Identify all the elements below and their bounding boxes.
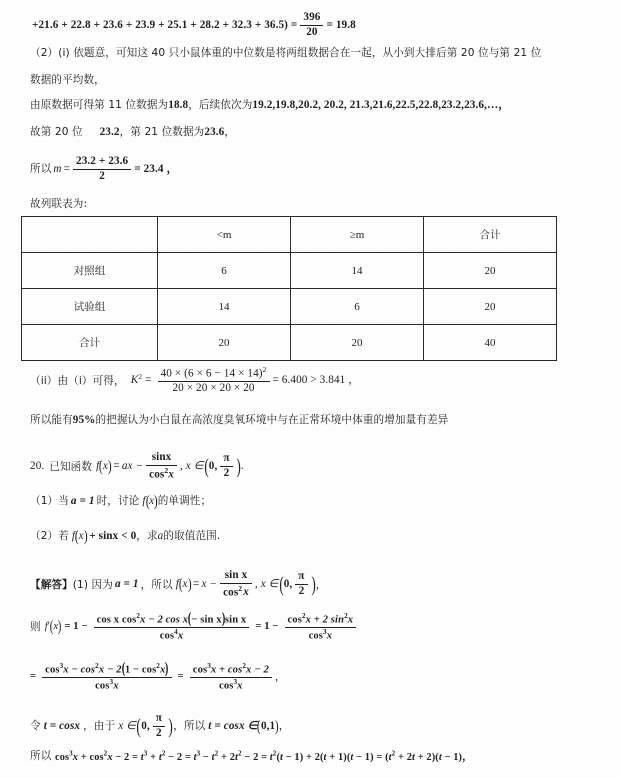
simp2-num-b: x + cos	[210, 664, 243, 676]
q20-sub2-function: f	[71, 530, 76, 542]
answer-1-prefix: (1) 因为	[72, 578, 113, 591]
substitution-two: 2	[153, 726, 165, 740]
table-header-total: 合计	[424, 217, 557, 253]
substitution-x-domain: x ∈	[118, 719, 136, 732]
derivative-numerator-2	[285, 613, 357, 626]
q20-domain-fraction	[220, 453, 232, 480]
deriv-num-a: cos x cos	[96, 614, 137, 626]
q20-sub2-mid: ，求	[136, 530, 158, 543]
substitution-interval-close: )	[275, 716, 279, 735]
substitution-interval: 0,1	[260, 719, 276, 732]
answer-frac-den-x: x	[243, 586, 249, 599]
q20-paren-open: (	[99, 457, 103, 476]
deriv2-den-cos: cos	[308, 630, 323, 642]
q20-sub1-function: f	[142, 495, 146, 507]
median-denominator: 2	[73, 169, 131, 183]
k2-symbol: K	[130, 374, 139, 387]
table-header-row	[22, 217, 557, 253]
derivative-variable: x	[53, 621, 59, 633]
derivative-function: f	[44, 621, 48, 633]
question-20-sub1	[30, 492, 212, 511]
answer-label: 【解答】	[30, 578, 73, 591]
table-intro-text: 故列联表为:	[30, 198, 88, 210]
factorization-prefix: 所以	[30, 750, 52, 762]
simp-paren-a: 1 − cos	[124, 664, 157, 676]
q20-domain-lower: 0,	[208, 460, 218, 473]
part2-i-text-line2: 数据的平均数，	[30, 74, 105, 86]
pos21-value: 23.6	[204, 126, 225, 138]
substitution-t: t = cosx	[43, 719, 81, 732]
derivative-prime: ′	[47, 621, 51, 633]
k2-numerator: 40 × (6 × 6 − 14 × 14)	[160, 367, 263, 380]
median-equals: =	[63, 162, 70, 175]
median-fraction	[73, 156, 131, 183]
original-data-prefix: 由原数据可得第 11 位数据为	[30, 99, 169, 111]
simp-den-x: x	[113, 680, 119, 692]
q20-sub1-variable: x	[149, 495, 155, 507]
deriv2-num-sup2: 2	[344, 612, 348, 620]
answer-equals: =	[193, 578, 200, 591]
contingency-table-wrapper	[21, 216, 556, 361]
q20-sub2-variable: x	[78, 530, 84, 542]
answer-1-mid: ，所以	[140, 578, 173, 591]
question-20-number: 20.	[30, 460, 45, 473]
deriv-inner-paren-open: (	[187, 609, 192, 627]
q20-sub1-paren-close: )	[153, 492, 158, 511]
k2-fraction	[158, 366, 270, 395]
conclusion-percentage: 95%	[72, 414, 96, 426]
median-symbol: m	[53, 162, 62, 175]
substitution-pi: π	[155, 712, 163, 724]
derivative-equals: = 1 −	[64, 621, 88, 633]
substitution-interval-open: (	[257, 716, 262, 735]
mean-denominator: 20	[300, 25, 323, 39]
simp-num-sup2: 2	[95, 662, 99, 670]
simp-num-c: x − 2	[98, 664, 122, 676]
median-prefix: 所以	[30, 163, 52, 176]
substitution-domain-fraction	[153, 713, 165, 740]
q20-ax-term: ax −	[121, 460, 144, 473]
q20-sub1-prefix: （1）当	[30, 495, 69, 508]
answer-domain-pi: π	[298, 570, 305, 583]
q20-domain-prefix: , x ∈	[179, 460, 204, 473]
k2-exponent: 2	[138, 372, 143, 382]
part2-ii-k2-line	[30, 366, 360, 395]
factorization-line	[30, 750, 51, 763]
factorization-full-expression: $\cos^3x + \cos^2x - 2 = t^3 + t^2 - 2 = t^3 - t^2 + 2t^2 - 2 = t^2(t - 1) + 2(t + 1)(t - 1) = (t^2 + 2t + 2)(t - 1)$，	[55, 750, 473, 764]
contingency-table	[21, 216, 557, 361]
simp2-den-sup: 3	[233, 677, 238, 686]
mean-prefix: +21.6 + 22.8 + 23.6 + 23.9 + 25.1 + 28.2 + 32.3 + 36.5) =	[32, 18, 298, 31]
simp-den-cos: cos	[95, 680, 110, 692]
pos20-prefix: 故第 20 位	[30, 126, 83, 138]
substitution-result: t = cosx ∈	[208, 719, 258, 732]
simp2-num-sup1: 3	[207, 662, 211, 670]
answer-domain-prefix: , x ∈	[254, 578, 279, 591]
cell-total-total: 40	[424, 325, 557, 361]
simplification-numerator-1	[42, 659, 171, 677]
table-header-lt-m: <m	[158, 217, 291, 253]
answer-comma: ，	[315, 578, 327, 591]
q20-frac-denominator-wrap	[146, 465, 177, 481]
deriv2-num-a: cos	[287, 614, 302, 626]
derivative-numerator-1	[94, 609, 250, 627]
cell-control-ge-m: 14	[291, 253, 424, 289]
substitution-end: ，	[278, 720, 290, 733]
q20-frac-den-cos: cos	[149, 468, 165, 481]
deriv2-num-sup1: 2	[301, 612, 306, 620]
k2-numerator-wrap	[158, 366, 270, 380]
answer-fraction	[220, 570, 252, 599]
substitution-domain-lower: 0,	[141, 719, 150, 732]
simp-paren-open: (	[121, 659, 126, 677]
q20-sub1-condition: a = 1	[70, 495, 95, 507]
simp-paren-close: )	[165, 659, 169, 677]
table-row-label-experiment: 试验组	[22, 289, 158, 325]
conclusion-line	[30, 414, 448, 427]
part2-ii-prefix: （ii）由（i）可得，	[30, 374, 125, 387]
original-data-sequence: 19.2,19.8,20.2, 20.2, 21.3,21.6,22.5,22.8,23.2,23.6,…，	[252, 99, 510, 111]
q20-fraction	[146, 452, 177, 481]
deriv-num-sup: 2	[136, 612, 141, 620]
question-20-line	[30, 452, 244, 481]
k2-denominator: 20 × 20 × 20 × 20	[158, 381, 270, 395]
deriv-den-cos: cos	[159, 630, 175, 642]
simplification-equals: =	[30, 671, 37, 683]
deriv2-num-b: x + 2 sin	[305, 614, 345, 626]
table-row	[22, 253, 557, 289]
deriv-num-b: x − 2 cos x	[140, 614, 189, 626]
q20-sub2-suffix: 的取值范围.	[163, 530, 221, 543]
part2-i-text-line1: （2）(i) 依题意，可知这 40 只小鼠体重的中位数是将两组数据合在一起，从小到大排后第 20 位与第 21 位	[30, 47, 542, 59]
substitution-mid: ，由于	[83, 720, 116, 733]
q20-equals: =	[113, 460, 120, 473]
simplification-numerator-2	[190, 663, 272, 676]
answer-domain-fraction	[295, 571, 307, 598]
derivative-denominator-2	[285, 627, 357, 642]
q20-function-symbol: f	[96, 460, 100, 473]
answer-domain-paren-close: )	[310, 572, 316, 597]
deriv-inner-paren-close: )	[221, 609, 226, 627]
q20-sub2-paren-close: )	[83, 527, 88, 546]
deriv-den-sup: 4	[174, 627, 178, 636]
derivative-paren-open: (	[49, 618, 54, 636]
deriv2-den-x: x	[326, 630, 333, 642]
simplification-comma: ，	[274, 671, 286, 684]
simplification-denominator-2	[190, 677, 272, 692]
table-row-label-total: 合计	[22, 325, 158, 361]
answer-frac-numerator: sin x	[224, 569, 248, 581]
substitution-paren-open: (	[136, 713, 141, 738]
derivative-fraction-2	[285, 613, 357, 641]
simp2-num-sup2: 2	[242, 662, 247, 670]
answer-domain-paren-open: (	[278, 572, 284, 597]
derivative-denominator-1	[94, 627, 250, 642]
median-numerator: 23.2 + 23.6	[76, 155, 129, 167]
table-header-ge-m: ≥m	[291, 217, 424, 253]
answer-variable: x	[182, 578, 188, 591]
deriv-num-c: − sin x	[191, 614, 222, 626]
answer-frac-denominator-wrap	[220, 583, 252, 599]
substitution-line	[30, 713, 289, 740]
median-result: = 23.4 ，	[134, 162, 178, 175]
q20-sub1-paren-open: (	[145, 492, 150, 511]
cell-control-lt-m: 6	[158, 253, 291, 289]
pos20-value: 23.2	[99, 126, 120, 138]
answer-paren-open: (	[178, 575, 183, 594]
cell-total-lt-m: 20	[158, 325, 291, 361]
derivative-fraction-1	[94, 609, 250, 642]
deriv-den-x: x	[177, 630, 184, 642]
simp-num-sup1: 3	[59, 662, 64, 670]
answer-domain-lower: 0,	[283, 578, 293, 591]
answer-function-symbol: f	[175, 578, 179, 591]
k2-equals: =	[145, 374, 152, 387]
mean-result: = 19.8	[326, 18, 356, 31]
q20-frac-den-x: x	[168, 468, 174, 481]
q20-domain-pi: π	[223, 452, 230, 465]
factorization-expression-line	[55, 750, 473, 764]
simplification-fraction-1	[42, 659, 171, 692]
q20-sub2-paren-open: (	[74, 527, 79, 546]
answer-paren-close: )	[187, 575, 192, 594]
conclusion-prefix: 所以能有	[30, 414, 73, 426]
q20-sub2-inequality: + sinx < 0	[89, 530, 137, 542]
q20-domain-two: 2	[220, 466, 232, 480]
simp-paren-sup: 2	[156, 662, 160, 670]
q20-sub2-param: a	[157, 530, 164, 542]
table-corner-cell	[22, 217, 158, 253]
median-formula-line	[30, 156, 178, 183]
cell-total-ge-m: 20	[291, 325, 424, 361]
substitution-so: ，所以	[173, 720, 206, 733]
table-row-label-control: 对照组	[22, 253, 158, 289]
conclusion-suffix: 的把握认为小白鼠在高浓度臭氧环境中与在正常环境中体重的增加量有差异	[95, 414, 449, 426]
k2-result: = 6.400 > 3.841 ，	[272, 374, 360, 387]
q20-period: .	[240, 460, 244, 473]
mean-fraction	[300, 12, 323, 39]
simp-den-sup: 3	[109, 677, 114, 686]
cell-experiment-lt-m: 14	[158, 289, 291, 325]
deriv2-num-c: x	[347, 614, 354, 626]
mean-numerator: 396	[303, 11, 321, 23]
table-row	[22, 325, 557, 361]
answer-domain-two: 2	[295, 584, 307, 598]
q20-frac-den-exponent: 2	[164, 465, 169, 475]
deriv2-den-sup: 3	[322, 627, 327, 636]
substitution-paren-close: )	[168, 713, 173, 738]
answer-1-condition: a = 1	[114, 578, 139, 591]
q20-domain-paren-close: )	[235, 454, 241, 479]
table-row	[22, 289, 557, 325]
simplification-line	[30, 659, 286, 692]
derivative-equals-2: = 1 −	[255, 621, 279, 633]
q20-frac-numerator: sinx	[151, 451, 172, 463]
deriv-num-d: sin x	[224, 614, 247, 626]
answer-frac-den-exponent: 2	[238, 583, 243, 593]
cell-experiment-ge-m: 6	[291, 289, 424, 325]
simp-num-a: cos	[45, 664, 60, 676]
derivative-prefix: 则	[30, 621, 41, 634]
simplification-equals-2: =	[177, 671, 184, 683]
question-20-text: 已知函数	[49, 460, 93, 473]
answer-x-minus: x −	[201, 578, 218, 591]
question-20-sub2	[30, 527, 221, 546]
original-data-mid: ，后续依次为	[188, 99, 253, 111]
q20-variable: x	[102, 460, 108, 473]
original-data-value: 18.8	[168, 99, 189, 111]
answer-part1-line	[30, 570, 326, 599]
k2-numerator-exponent: 2	[262, 365, 267, 374]
simp2-den-cos: cos	[219, 680, 234, 692]
q20-domain-paren-open: (	[203, 454, 209, 479]
simp2-num-a: cos	[192, 664, 208, 676]
q20-sub1-suffix: 的单调性；	[157, 495, 212, 508]
simp-paren-b: x	[160, 664, 166, 676]
original-data-line	[30, 99, 510, 112]
simp2-den-x: x	[237, 680, 243, 692]
simplification-denominator-1	[42, 677, 171, 692]
position-values-line	[30, 126, 235, 139]
simp-num-b: x − cos	[63, 664, 96, 676]
answer-frac-den-cos: cos	[223, 586, 239, 599]
q20-sub2-prefix: （2）若	[30, 530, 69, 543]
cell-experiment-total: 20	[424, 289, 557, 325]
q20-paren-close: )	[107, 457, 112, 476]
cell-control-total: 20	[424, 253, 557, 289]
pos21-suffix: ，	[224, 126, 236, 138]
derivative-paren-close: )	[57, 618, 62, 636]
simp2-num-c: x − 2	[246, 664, 269, 676]
substitution-let: 令	[30, 720, 41, 733]
pos21-mid: ，第 21 位数据为	[119, 126, 205, 138]
derivative-line	[30, 609, 359, 642]
simplification-fraction-2	[190, 663, 272, 691]
mean-calculation-line	[32, 12, 356, 39]
q20-sub1-mid: 时，讨论	[96, 495, 140, 508]
